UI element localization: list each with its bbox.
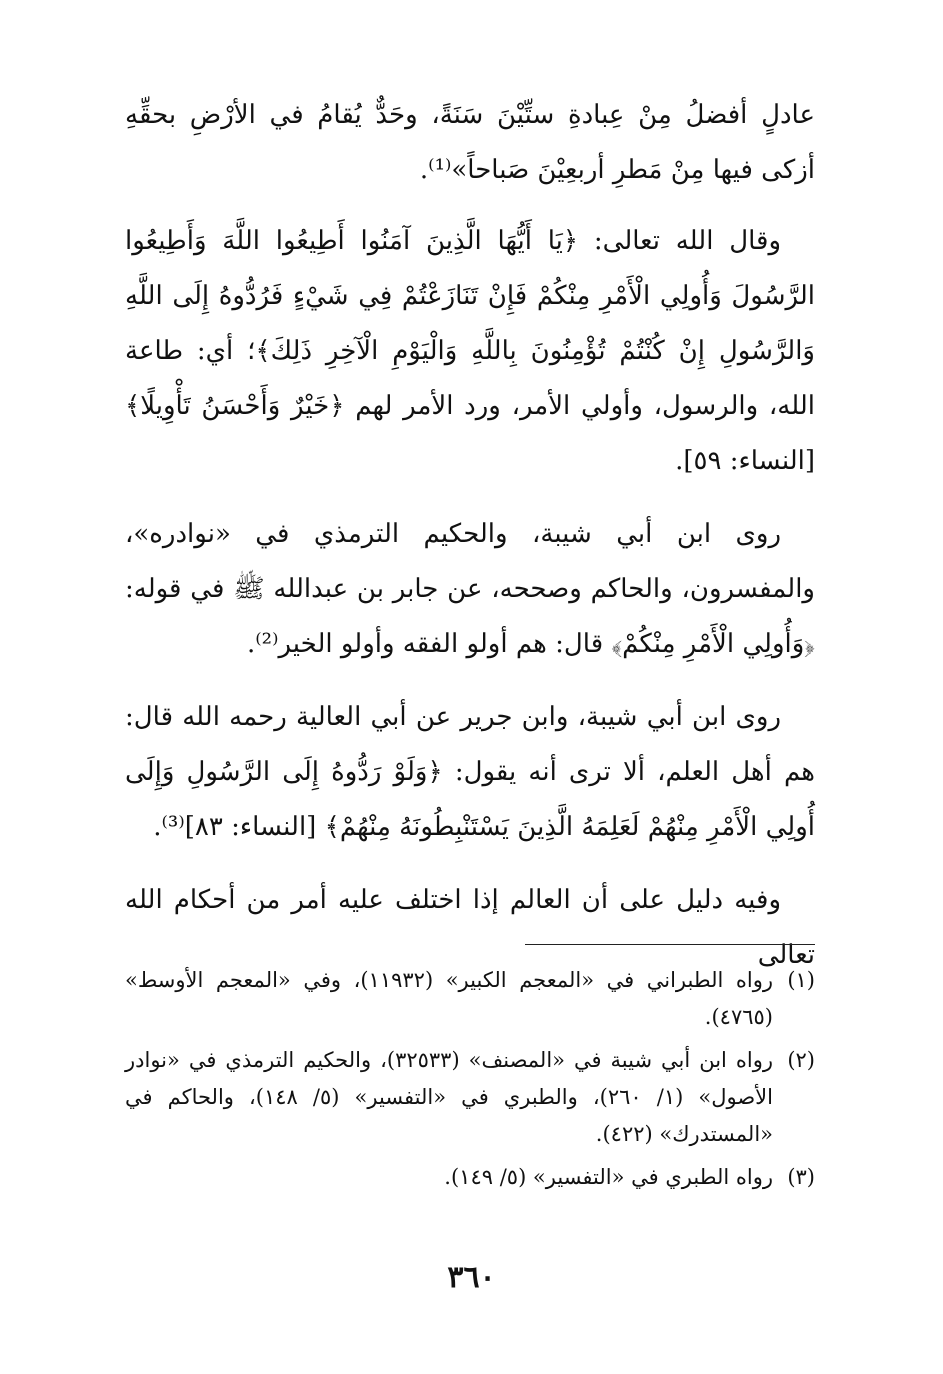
paragraph-continuation: عادلٍ أفضلُ مِنْ عِبادةِ ستِّيْنَ سَنَةً، وحَدٌّ يُقامُ في الأرْضِ بحقِّهِ أزكى فيها مِنْ مَطرِ أربعِيْنَ صَباحاً»⁽¹⁾. [125,100,815,185]
footnote-number: (٢) [787,1048,815,1072]
footnote-text: رواه ابن أبي شيبة في «المصنف» (٣٢٥٣٣)، والحكيم الترمذي في «نوادر الأصول» (١/ ٢٦٠)، والطبري في «التفسير» (٥/ ١٤٨)، والحاكم في «المستدرك» (٤٢٢). [125,1048,774,1146]
footnote [125,1042,815,1153]
body-text [125,88,815,1001]
paragraph-evidence: وفيه دليل على أن العالم إذا اختلف عليه أمر من أحكام الله تعالى [125,885,815,970]
footnote-number: (١) [787,968,815,992]
paragraph-quran-verse-59: وقال الله تعالى: ﴿يَا أَيُّهَا الَّذِينَ آمَنُوا أَطِيعُوا اللَّهَ وَأَطِيعُوا الرَّسُولَ وَأُولِي الْأَمْرِ مِنْكُمْ فَإِنْ تَنَازَعْتُمْ فِي شَيْءٍ فَرُدُّوهُ إِلَى اللَّهِ وَالرَّسُولِ إِنْ كُنْتُمْ تُؤْمِنُونَ بِاللَّهِ وَالْيَوْمِ الْآخِرِ ذَلِكَ﴾؛ أي: طاعة الله، والرسول، وأولي الأمر، ورد الأمر لهم ﴿خَيْرٌ وَأَحْسَنُ تَأْوِيلًا﴾ [النساء: ٥٩]. [125,226,815,476]
page-number: ٣٦٠ [447,1260,496,1295]
footnotes [125,962,815,1202]
footnote [125,962,815,1036]
paragraph-ibn-abi-shaybah-jabir: روى ابن أبي شيبة، والحكيم الترمذي في «نوادره»، والمفسرون، والحاكم وصححه، عن جابر بن عبدالله ﷺ في قوله: ﴿وَأُولِي الْأَمْرِ مِنْكُمْ﴾ قال: هم أولو الفقه وأولو الخير⁽²⁾. [125,519,815,659]
footnote [125,1159,815,1196]
footnote-number: (٣) [787,1165,815,1189]
footnote-text: رواه الطبري في «التفسير» (٥/ ١٤٩). [444,1165,773,1189]
paragraph-abu-al-aliyah: روى ابن أبي شيبة، وابن جرير عن أبي العالية رحمه الله قال: هم أهل العلم، ألا ترى أنه يقول: ﴿وَلَوْ رَدُّوهُ إِلَى الرَّسُولِ وَإِلَى أُولِي الْأَمْرِ مِنْهُمْ لَعَلِمَهُ الَّذِينَ يَسْتَنْبِطُونَهُ مِنْهُمْ﴾ [النساء: ٨٣]⁽³⁾. [125,702,815,842]
footnote-separator [525,944,815,945]
footnote-text: رواه الطبراني في «المعجم الكبير» (١١٩٣٢)، وفي «المعجم الأوسط» (٤٧٦٥). [125,968,773,1029]
